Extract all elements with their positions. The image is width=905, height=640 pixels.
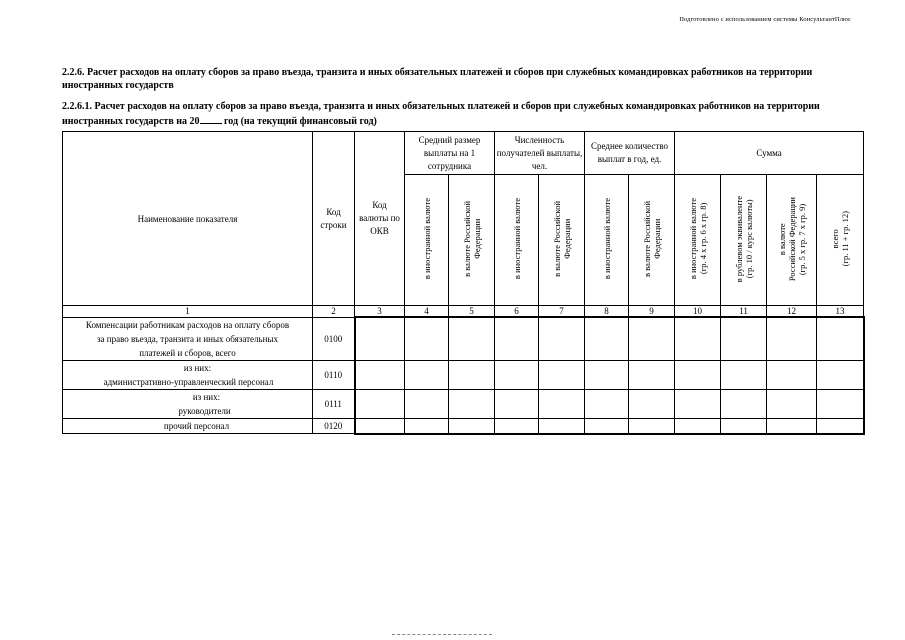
row-name-line: из них:	[183, 362, 212, 373]
input-cell-col-8[interactable]	[585, 418, 629, 434]
input-cell-col-10[interactable]	[675, 418, 721, 434]
col-group-avgqty: Среднее количество выплат в год, ед.	[585, 132, 675, 175]
table-body	[63, 317, 864, 434]
input-cell-col-13[interactable]	[817, 389, 864, 418]
row-name-line: руководители	[178, 405, 231, 416]
input-cell-col-8[interactable]	[585, 317, 629, 360]
col-7-header: в валюте Российской Федерации	[539, 175, 585, 306]
input-cell-col-12[interactable]	[767, 389, 817, 418]
row-code: 0111	[313, 389, 355, 418]
header-note: Подготовлено с использованием системы КонсультантПлюс	[679, 16, 851, 23]
input-cell-col-11[interactable]	[721, 317, 767, 360]
column-number-10: 10	[675, 306, 721, 318]
row-name-line: за право въезда, транзита и иных обязательных	[96, 333, 278, 344]
input-cell-col-4[interactable]	[405, 389, 449, 418]
column-number-3: 3	[355, 306, 405, 318]
col-group-avg: Средний размер выплаты на 1 сотрудника	[405, 132, 495, 175]
row-name	[63, 389, 313, 418]
table-row	[63, 360, 864, 389]
column-number-4: 4	[405, 306, 449, 318]
input-cell-col-5[interactable]	[449, 317, 495, 360]
input-cell-col-9[interactable]	[629, 389, 675, 418]
column-number-6: 6	[495, 306, 539, 318]
column-number-11: 11	[721, 306, 767, 318]
col-group-sum: Сумма	[675, 132, 864, 175]
input-cell-col-10[interactable]	[675, 317, 721, 360]
subsection-title-a: 2.2.6.1. Расчет расходов на оплату сборов за право въезда, транзита и иных обязательных платежей и сборов при служебных командировках работников на территории иностранных государств на 20	[62, 101, 820, 127]
input-cell-col-6[interactable]	[495, 360, 539, 389]
column-number-12: 12	[767, 306, 817, 318]
row-name-line: административно-управленческий персонал	[103, 376, 274, 387]
input-cell-col-9[interactable]	[629, 418, 675, 434]
section-title: 2.2.6. Расчет расходов на оплату сборов за право въезда, транзита и иных обязательных платежей и сборов при служебных командировках работников на территории иностранных государств	[62, 67, 813, 91]
col-header-currency: Код валюты по ОКВ	[355, 132, 405, 306]
input-cell-col-11[interactable]	[721, 389, 767, 418]
col-4-header: в иностранной валюте	[405, 175, 449, 306]
table-row	[63, 418, 864, 434]
input-cell-col-12[interactable]	[767, 418, 817, 434]
column-numbers-row	[63, 306, 864, 318]
input-cell-col-11[interactable]	[721, 418, 767, 434]
col-group-count: Численность получателей выплаты, чел.	[495, 132, 585, 175]
input-cell-col-13[interactable]	[817, 360, 864, 389]
col-5-header: в валюте Российской Федерации	[449, 175, 495, 306]
input-cell-col-6[interactable]	[495, 389, 539, 418]
input-cell-col-3[interactable]	[355, 418, 405, 434]
input-cell-col-8[interactable]	[585, 389, 629, 418]
footer-mark	[392, 634, 492, 639]
col-8-header: в иностранной валюте	[585, 175, 629, 306]
row-name-line: платежей и сборов, всего	[139, 347, 236, 358]
row-name	[63, 418, 313, 434]
input-cell-col-12[interactable]	[767, 360, 817, 389]
input-cell-col-4[interactable]	[405, 317, 449, 360]
input-cell-col-10[interactable]	[675, 360, 721, 389]
calculation-table	[62, 131, 865, 435]
col-11-header: в рублевом эквиваленте (гр. 10 / курс валюты)	[721, 175, 767, 306]
input-cell-col-4[interactable]	[405, 360, 449, 389]
row-name	[63, 317, 313, 360]
input-cell-col-7[interactable]	[539, 317, 585, 360]
col-12-header: в валюте Российской Федерации (гр. 5 х гр. 7 х гр. 9)	[767, 175, 817, 306]
row-code: 0110	[313, 360, 355, 389]
input-cell-col-11[interactable]	[721, 360, 767, 389]
input-cell-col-5[interactable]	[449, 389, 495, 418]
input-cell-col-13[interactable]	[817, 418, 864, 434]
row-name	[63, 360, 313, 389]
row-code: 0120	[313, 418, 355, 434]
row-name-line: прочий персонал	[163, 420, 230, 431]
input-cell-col-8[interactable]	[585, 360, 629, 389]
column-number-2: 2	[313, 306, 355, 318]
col-10-header: в иностранной валюте (гр. 4 х гр. 6 х гр. 8)	[675, 175, 721, 306]
input-cell-col-6[interactable]	[495, 418, 539, 434]
column-number-13: 13	[817, 306, 864, 318]
table-row	[63, 389, 864, 418]
input-cell-col-7[interactable]	[539, 418, 585, 434]
input-cell-col-4[interactable]	[405, 418, 449, 434]
col-9-header: в валюте Российской Федерации	[629, 175, 675, 306]
col-6-header: в иностранной валюте	[495, 175, 539, 306]
column-number-7: 7	[539, 306, 585, 318]
input-cell-col-7[interactable]	[539, 389, 585, 418]
input-cell-col-3[interactable]	[355, 360, 405, 389]
input-cell-col-7[interactable]	[539, 360, 585, 389]
col-header-name: Наименование показателя	[63, 132, 313, 306]
col-header-code: Код строки	[313, 132, 355, 306]
input-cell-col-3[interactable]	[355, 389, 405, 418]
input-cell-col-9[interactable]	[629, 317, 675, 360]
input-cell-col-5[interactable]	[449, 418, 495, 434]
input-cell-col-13[interactable]	[817, 317, 864, 360]
year-blank	[200, 113, 222, 124]
row-name-line: Компенсации работникам расходов на оплату сборов	[85, 319, 290, 330]
row-name-line: из них:	[192, 391, 221, 402]
input-cell-col-10[interactable]	[675, 389, 721, 418]
subsection-title-b: год (на текущий финансовый год)	[221, 116, 377, 127]
column-number-8: 8	[585, 306, 629, 318]
col-13-header: всего (гр. 11 + гр. 12)	[817, 175, 864, 306]
input-cell-col-9[interactable]	[629, 360, 675, 389]
input-cell-col-5[interactable]	[449, 360, 495, 389]
column-number-1: 1	[63, 306, 313, 318]
input-cell-col-12[interactable]	[767, 317, 817, 360]
column-number-5: 5	[449, 306, 495, 318]
subsection-title	[62, 100, 842, 128]
input-cell-col-3[interactable]	[355, 317, 405, 360]
row-code: 0100	[313, 317, 355, 360]
table-row	[63, 317, 864, 360]
input-cell-col-6[interactable]	[495, 317, 539, 360]
column-number-9: 9	[629, 306, 675, 318]
